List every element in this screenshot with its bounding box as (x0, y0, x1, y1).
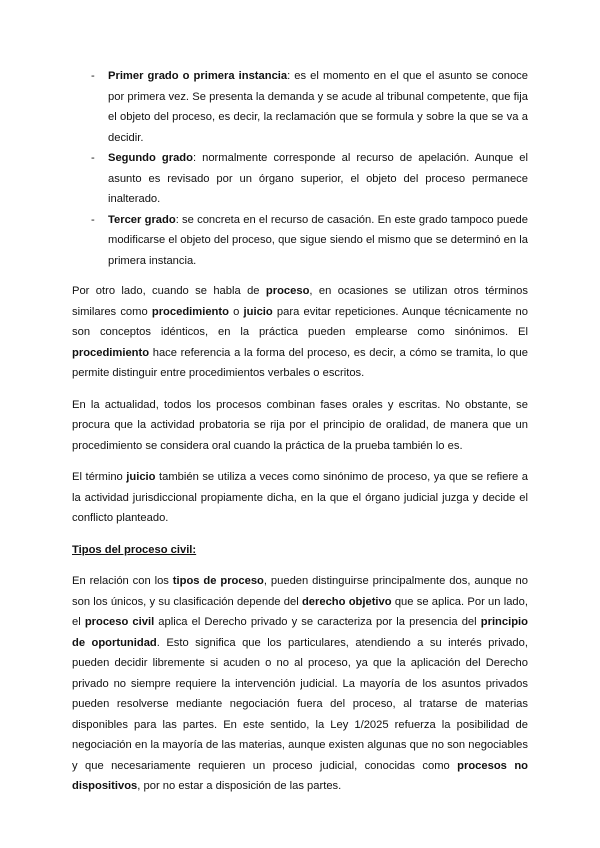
list-item (72, 148, 528, 210)
instance-grades-list (72, 66, 528, 271)
text-run: El término (72, 471, 127, 483)
bold-term: proceso (265, 285, 310, 297)
paragraph-juicio (72, 467, 528, 529)
text-run: Por otro lado, cuando se habla de (72, 285, 266, 297)
text-run: o (228, 305, 244, 318)
text-run: , en ocasiones se utilizan otros términos similares como (72, 285, 528, 318)
document-body (72, 66, 528, 808)
bold-term: juicio (126, 471, 156, 483)
text-run: hace referencia a la forma del proceso, es decir, a cómo se tramita, lo que permite distinguir entre procedimientos verbales o escritos. (72, 346, 528, 379)
bold-term: derecho objetivo (301, 595, 392, 608)
list-item-term: Primer grado o primera instancia (108, 70, 288, 82)
bold-term: procedimiento (151, 305, 229, 318)
bold-term: principio de oportunidad (72, 616, 528, 649)
bold-term: tipos de proceso (172, 575, 264, 587)
paragraph-tipos-proceso (72, 571, 528, 797)
list-item-term: Segundo grado (108, 152, 193, 164)
text-run: que se aplica. Por un lado, el (72, 595, 528, 628)
list-item (72, 66, 528, 148)
paragraph-oralidad: En la actualidad, todos los procesos combinan fases orales y escritas. No obstante, se procura que la actividad probatoria se rija por el principio de oralidad, de manera que un procedimiento se considera oral cuando la práctica de la prueba también lo es. (72, 398, 528, 452)
list-bullet: - (91, 152, 95, 164)
section-heading: Tipos del proceso civil: (72, 543, 197, 556)
list-bullet: - (91, 213, 95, 226)
text-run: , pueden distinguirse principalmente dos, aunque no son los únicos, y su clasificación depende del (72, 575, 528, 608)
text-run: . Esto significa que los particulares, atendiendo a su interés privado, pueden decidir libremente si acuden o no al proceso, ya que la aplicación del Derecho privado no siempre requiere la intervención judicial. La mayoría de los asuntos privados pueden resolverse mediante negociación fuera del proceso, al tratarse de materias disponibles para las partes. En este sentido, la Ley 1/2025 refuerza la posibilidad de negociación en la mayoría de las materias, aunque existen algunas que no son negociables y que necesariamente requieren un proceso judicial, conocidas como (72, 636, 528, 772)
bold-term: procedimiento (72, 346, 150, 359)
text-run: para evitar repeticiones. Aunque técnicamente no son conceptos idénticos, en la práctica pueden emplearse como sinónimos. El (72, 305, 528, 338)
text-run: , por no estar a disposición de las partes. (137, 780, 342, 792)
text-run: también se utiliza a veces como sinónimo de proceso, ya que se refiere a la actividad jurisdiccional propiamente dicha, en la que el órgano judicial juzga y decide el conflicto planteado. (72, 471, 528, 524)
paragraph-proceso-terms (72, 281, 528, 384)
text-run: aplica el Derecho privado y se caracteriza por la presencia del (154, 616, 481, 628)
list-item-text: : normalmente corresponde al recurso de apelación. Aunque el asunto es revisado por un órgano superior, el objeto del proceso permanece inalterado. (108, 152, 528, 205)
bold-term: juicio (243, 305, 273, 318)
list-item-text: : se concreta en el recurso de casación. En este grado tampoco puede modificarse el objeto del proceso, que sigue siendo el mismo que se determinó en la primera instancia. (108, 213, 529, 267)
list-bullet: - (91, 70, 95, 82)
list-item-term: Tercer grado (108, 213, 176, 226)
bold-term: proceso civil (84, 616, 155, 628)
list-item-text: : es el momento en el que el asunto se conoce por primera vez. Se presenta la demanda y se acude al tribunal competente, que fija el objeto del proceso, es decir, la reclamación que se formula y sobre la que se va a decidir. (108, 70, 528, 144)
bold-term: procesos no dispositivos (72, 759, 528, 792)
list-item (72, 210, 528, 272)
text-run: En relación con los (72, 575, 173, 587)
